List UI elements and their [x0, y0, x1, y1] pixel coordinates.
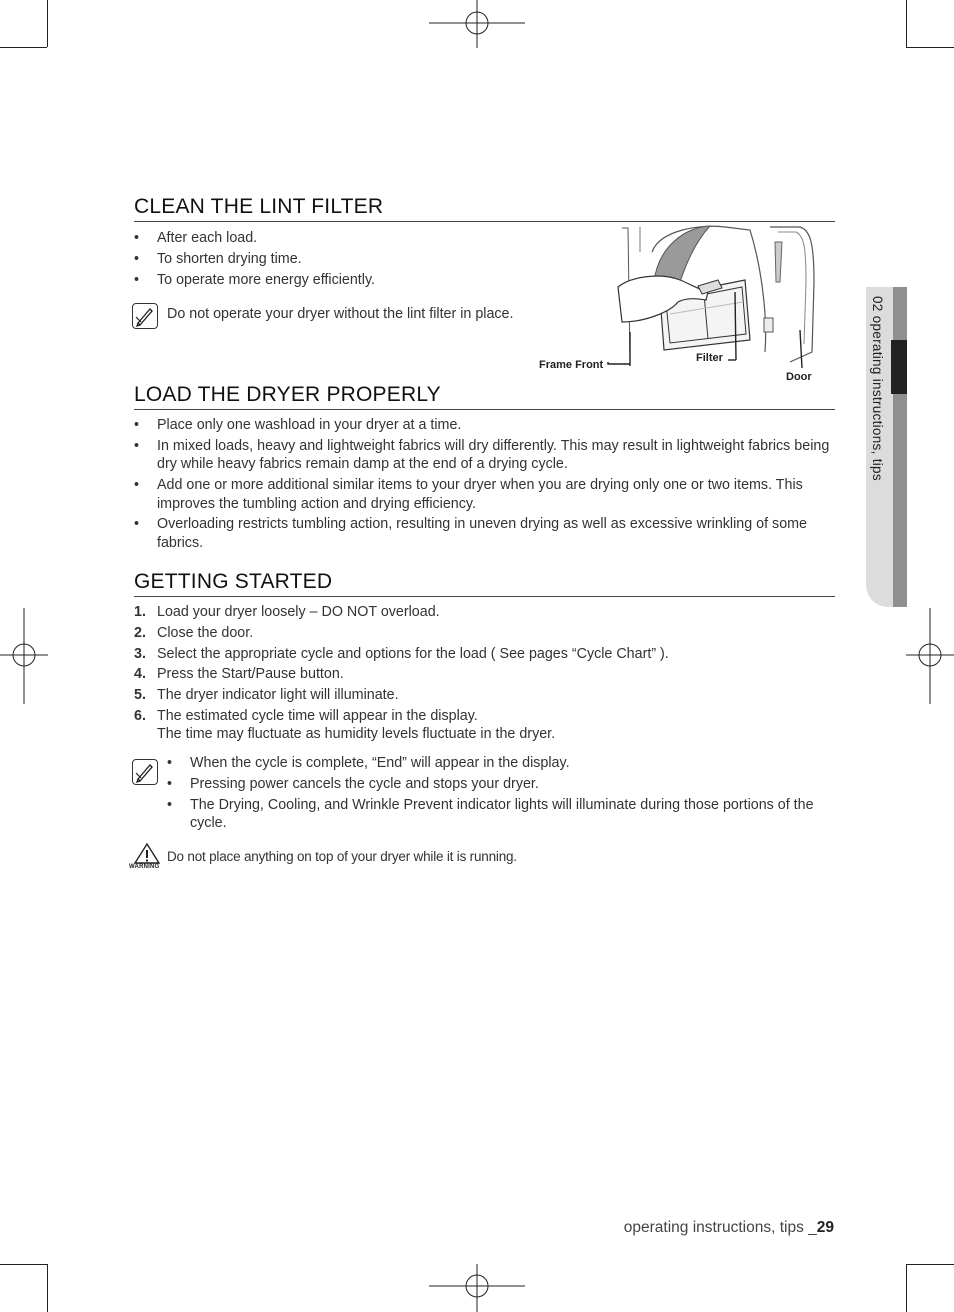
list-item: • The Drying, Cooling, and Wrinkle Prevent indicator lights will illuminate during those portions of the cycle. — [167, 796, 814, 832]
section-title-lint: CLEAN THE LINT FILTER — [134, 194, 835, 222]
list-item: • To shorten drying time. — [134, 250, 302, 267]
list-item: • Overloading restricts tumbling action, resulting in uneven drying as well as excessive wrinkling of some fabrics. — [134, 516, 808, 551]
side-tab-edge — [893, 287, 907, 607]
note-pencil-icon — [132, 303, 158, 329]
registration-mark — [429, 1264, 525, 1312]
list-item: • Add one or more additional similar items to your dryer when you are drying only one or two items. This improves the tumbling action and drying efficiency. — [134, 477, 803, 512]
list-item: • In mixed loads, heavy and lightweight fabrics will dry differently. This may result in lightweight fabrics being dry while heavy fabrics remain damp at the end of a drying cycle. — [134, 437, 830, 473]
lint-bullet-list — [134, 229, 594, 291]
registration-mark — [0, 608, 48, 704]
list-item: • When the cycle is complete, “End” will appear in the display. — [167, 755, 570, 771]
list-item: • To operate more energy efficiently. — [134, 271, 376, 288]
page-number: 29 — [816, 1219, 834, 1236]
start-note-list — [167, 754, 835, 835]
load-bullet-list — [134, 416, 834, 555]
list-item: 3. Select the appropriate cycle and options for the load ( See pages “Cycle Chart” ). — [134, 645, 669, 662]
crop-mark — [906, 47, 954, 48]
footer-text: operating instructions, tips _ — [623, 1219, 817, 1236]
crop-mark — [47, 0, 48, 47]
side-tab-label: 02 operating instructions, tips — [870, 296, 885, 481]
label-filter: Filter — [696, 352, 723, 364]
lint-note: Do not operate your dryer without the lint filter in place. — [167, 306, 514, 322]
list-item: 1. Load your dryer loosely – DO NOT overload. — [134, 604, 440, 620]
registration-mark — [906, 608, 954, 704]
crop-mark — [906, 1264, 907, 1312]
crop-mark — [906, 1264, 954, 1265]
note-pencil-icon — [132, 759, 158, 785]
list-item: • Place only one washload in your dryer at a time. — [134, 417, 462, 433]
warning-text: Do not place anything on top of your dryer while it is running. — [167, 849, 517, 864]
warning-triangle-icon — [132, 842, 162, 865]
list-item: 4. Press the Start/Pause button. — [134, 666, 344, 683]
label-frame-front: Frame Front — [539, 359, 604, 371]
start-step-list — [134, 603, 834, 746]
label-door: Door — [786, 371, 812, 383]
warning-label: WARNING — [129, 864, 160, 870]
page-footer — [624, 1219, 834, 1237]
registration-mark — [429, 0, 525, 48]
list-item: • Pressing power cancels the cycle and stops your dryer. — [167, 775, 539, 792]
crop-mark — [0, 47, 47, 48]
list-item: 6. The estimated cycle time will appear in the display. The time may fluctuate as humidity levels fluctuate in the dryer. — [134, 707, 556, 743]
crop-mark — [906, 0, 907, 47]
crop-mark — [47, 1264, 48, 1312]
list-item: 5. The dryer indicator light will illuminate. — [134, 687, 399, 704]
lint-filter-illustration — [600, 222, 825, 372]
section-title-load: LOAD THE DRYER PROPERLY — [134, 382, 835, 410]
list-item: 2. Close the door. — [134, 624, 254, 641]
section-title-start: GETTING STARTED — [134, 569, 835, 597]
list-item: • After each load. — [134, 230, 258, 246]
side-tab-marker — [891, 340, 907, 394]
crop-mark — [0, 1264, 47, 1265]
